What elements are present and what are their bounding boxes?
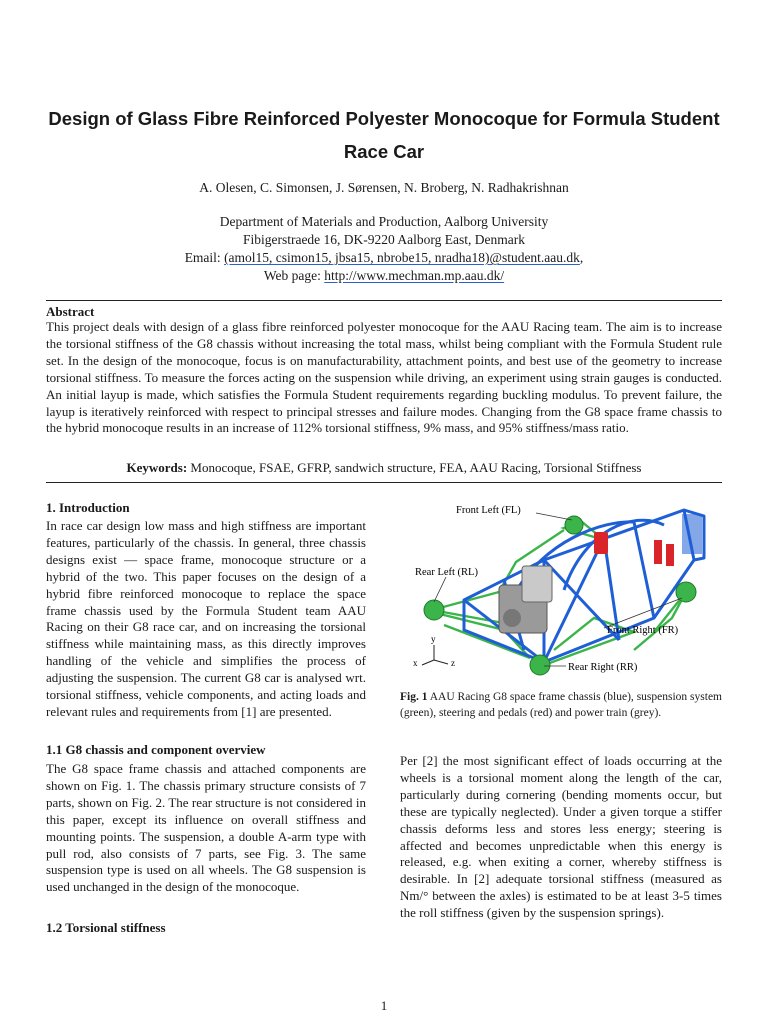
paper-title: Design of Glass Fibre Reinforced Polyester Monocoque for Formula Student Race Car	[48, 108, 720, 162]
abstract-heading: Abstract	[46, 304, 95, 319]
axis-indicator	[422, 645, 448, 665]
wheel-hubs	[424, 516, 696, 675]
author-list: A. Olesen, C. Simonsen, J. Sørensen, N. Broberg, N. Radhakrishnan	[199, 180, 569, 195]
keywords-text: Monocoque, FSAE, GFRP, sandwich structure, FEA, AAU Racing, Torsional Stiffness	[190, 460, 642, 475]
affiliation-block	[0, 213, 768, 285]
label-front-left: Front Left (FL)	[456, 505, 521, 516]
email-label: Email:	[184, 250, 221, 265]
axis-x-label: x	[413, 658, 418, 668]
chassis-figure	[404, 500, 722, 680]
front-bulkhead	[682, 514, 702, 554]
abstract-text: This project deals with design of a glass fibre reinforced polyester monocoque for the AAU Racing team. The aim is to increase the torsional stiffness of the G8 chassis without increasing the total mass, whilst being compliant with the Formula Student rule set. In the design of the monocoque, focus is on manufacturability, attachment points, and best use of the geometry to increase torsional stiffness. To measure the forces acting on the suspension while driving, an experiment using strain gauges is conducted. An initial layup is made, which satisfies the Formula Student requirements regarding buckling modulus. To prevent failure, the layup is iteratively reinforced with respect to principal stresses and failure modes. Changing from the G8 space frame chassis to the hybrid monocoque results in an increase of 112% torsional stiffness, 9% mass, and 95% stiffness/mass ratio.	[46, 319, 722, 436]
g8-overview-heading: 1.1 G8 chassis and component overview	[46, 742, 266, 757]
web-label: Web page:	[263, 268, 321, 283]
keywords-label: Keywords:	[126, 460, 188, 475]
leader-lines	[434, 513, 682, 666]
introduction-heading: 1. Introduction	[46, 500, 130, 515]
axis-y-label: y	[431, 634, 436, 644]
axis-z-label: z	[451, 658, 455, 668]
web-line	[0, 267, 768, 285]
label-rear-right: Rear Right (RR)	[568, 662, 638, 673]
label-front-right: Front Right (FR)	[607, 625, 679, 636]
abstract-top-rule	[46, 300, 722, 301]
figure-caption	[400, 690, 722, 721]
torsional-moment-text: Per [2] the most significant effect of loads occurring at the wheels is a torsional moment along the length of the car, particularly during cornering (bending moments occur, but these are typically neglected). Under a given torque a stiffer chassis deforms less and stores less energy; steering is affected and becomes unpredictable when this energy is released, e.g. when exiting a corner, whereby stiffness is desirable. In [2] adequate torsional stiffness (measured as Nm/° between the axles) is estimated to be at least 3-5 times the roll stiffness (given by the suspension springs).	[400, 753, 722, 921]
hub-rear-left	[424, 600, 444, 620]
figure-caption-text: AAU Racing G8 space frame chassis (blue), suspension system (green), steering and pedals (red) and power train (grey).	[400, 691, 722, 719]
email-link[interactable]: (amol15, csimon15, jbsa15, nbrobe15, nradha18)@student.aau.dk	[224, 250, 580, 265]
email-suffix: ,	[579, 250, 584, 265]
address: Fibigerstraede 16, DK-9220 Aalborg East, Denmark	[242, 232, 526, 247]
introduction-text: In race car design low mass and high stiffness are important features, particularly of the chassis. In general, three chassis designs exist — space frame, monocoque structure or a hybrid of the two. This paper focuses on the design of a hybrid fibre reinforced monocoque to replace the space frame chassis used by the Formula Student team AAU Racing on their G8 race car, and on increasing the torsional stiffness while maintaining mass, as this directly improves handling of the vehicle and simplifies the process of adjusting the suspension. The current G8 car is analysed wrt. torsional stiffness, vehicle components, and acting loads and relevant rules and requirements from [1] are presented.	[46, 518, 366, 719]
hub-rear-right	[530, 655, 550, 675]
g8-overview-text: The G8 space frame chassis and attached components are shown on Fig. 1. The chassis primary structure consists of 7 parts, shown on Fig. 2. The rear structure is not considered in this paper, except its influence on overall stiffness and mounting points. The suspension, a double A-arm type with pull rod, also consists of 7 parts, see Fig. 3. The same suspension type is used on all wheels. The G8 suspension is used unchanged in the design of the monocoque.	[46, 761, 366, 895]
figure-caption-label: Fig. 1	[400, 691, 428, 703]
keywords-line	[46, 460, 722, 476]
page-number: 1	[380, 998, 388, 1013]
label-rear-left: Rear Left (RL)	[415, 567, 478, 578]
email-line	[0, 249, 768, 267]
torsional-stiffness-heading: 1.2 Torsional stiffness	[46, 920, 166, 935]
web-link[interactable]: http://www.mechman.mp.aau.dk/	[324, 268, 505, 283]
department: Department of Materials and Production, Aalborg University	[219, 214, 549, 229]
hub-front-left	[565, 516, 583, 534]
abstract-bottom-rule	[46, 482, 722, 483]
